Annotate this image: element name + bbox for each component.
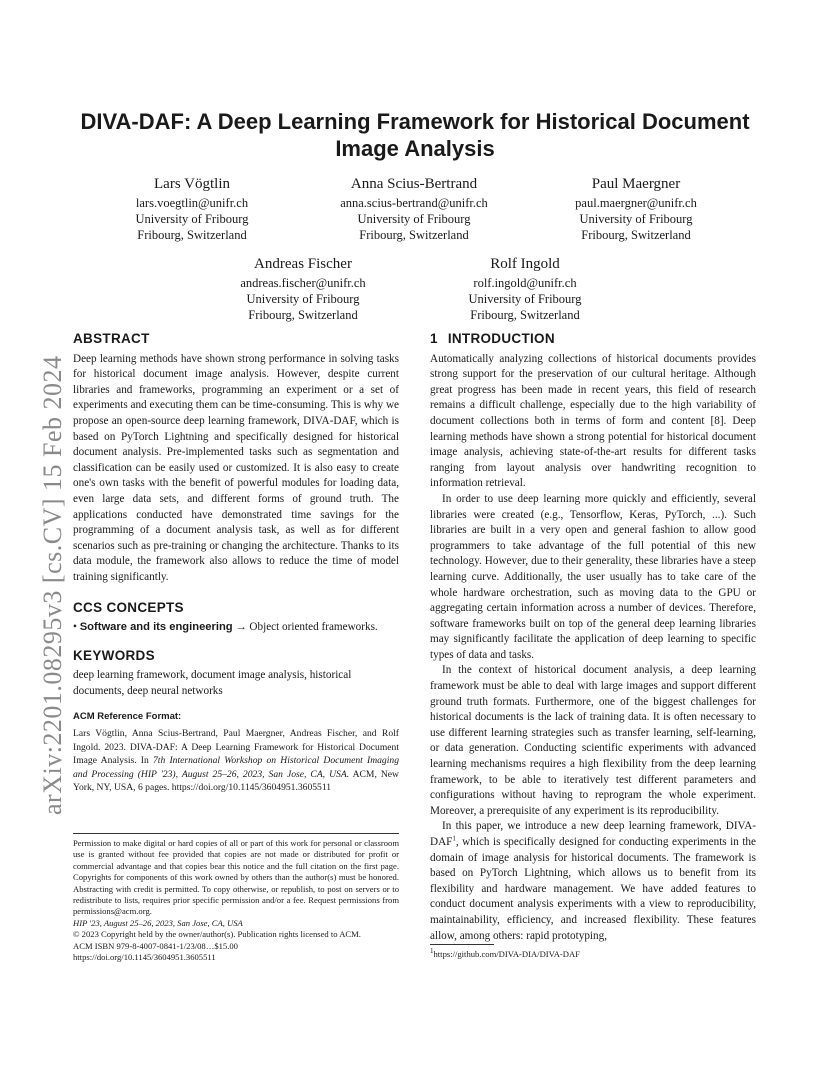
author-affiliation: University of Fribourg [135,212,249,226]
permission-text: Permission to make digital or hard copies of all or part of this work for personal or classroom use is granted without fee provided that copies are not made or distributed for profit or commercial advantage and that copies bear this notice and the full citation on the first page. Copyrights for components of this work owned by others than the author(s) must be honored. Abstracting with credit is permitted. To copy otherwise, or republish, to post on servers or to redistribute to lists, requires prior specific permission and/or a fee. Request permissions from permissions@acm.org. [73,838,399,917]
intro-paragraph: In order to use deep learning more quickly and efficiently, several libraries were created (e.g., Tensorflow, Keras, PyTorch, ...). Such libraries are built in a very open and general fashion to allow good programmers to take advantage of the full potential of this new technology. However, due to their generality, these libraries have a steep learning curve. Additionally, the user usually has to take care of the whole hardware orchestration, such as moving data to the GPU or aggregating certain information across a number of devices. Therefore, software frameworks built on top of the general deep learning libraries may significantly facilitate the application of deep learning to specific types of data and tasks. [430,492,756,661]
author-affiliation: University of Fribourg [357,212,471,226]
permission-copyright: © 2023 Copyright held by the owner/author(s). Publication rights licensed to ACM. [73,929,361,940]
title-line-2: Image Analysis [335,136,495,161]
ccs-bullet: • [73,621,77,634]
intro-paragraph: In the context of historical document analysis, a deep learning framework must be able to deal with large images and support different ground truth formats. Furthermore, one of the biggest challenges for historical documents is the lack of training data. It is often necessary to use different learning strategies such as transfer learning, self-learning, or data generation. Conducting scientific experiments with advanced learning mechanisms requires a high flexibility from the deep learning framework, to be able to iteratively test different parameters and configurations without having to reprogram the whole experiment. Moreover, a prerequisite of any experiment is its reproducibility. [430,664,756,817]
author-block [425,255,625,323]
author-email: paul.maergner@unifr.ch [575,196,697,210]
title-line-1: DIVA-DAF: A Deep Learning Framework for Historical Document [80,109,750,134]
permission-isbn: ACM ISBN 979-8-4007-0841-1/23/08…$15.00 [73,940,238,951]
ccs-concepts [73,620,399,636]
author-affiliation: University of Fribourg [468,292,582,306]
author-location: Fribourg, Switzerland [248,308,358,322]
author-email: rolf.ingold@unifr.ch [473,276,577,290]
author-block [314,175,514,243]
acm-reference-venue: 7th International Workshop on Historical Document Imaging and Processing (HIP '23), August 25–26, 2023, San Jose, CA, USA. [73,755,399,780]
author-affiliation: University of Fribourg [579,212,693,226]
footnote-link[interactable]: https://github.com/DIVA-DIA/DIVA-DAF [433,949,580,959]
paper-title [60,108,770,162]
left-column [73,331,399,795]
author-name: Lars Vögtlin [154,176,230,192]
author-name: Rolf Ingold [490,256,560,272]
keywords-heading: KEYWORDS [73,647,155,663]
ccs-heading: CCS CONCEPTS [73,599,184,615]
intro-paragraph: Automatically analyzing collections of historical documents provides strong support for the preservation of our cultural heritage. Although great progress has been made in recent years, this field of research remains a difficult challenge, especially due to the high variability of document collections both in terms of form and content [8]. Deep learning methods have shown a strong potential for historical document image analysis, achieving state-of-the-art results for different tasks ranging from layout analysis over handwriting recognition to information retrieval. [430,352,756,490]
permission-block [73,838,399,963]
acm-reference-heading: ACM Reference Format: [73,711,182,723]
keywords-text: deep learning framework, document image analysis, historical documents, deep neural networks [73,669,352,697]
permission-doi: https://doi.org/10.1145/3604951.3605511 [73,952,216,963]
acm-reference-publisher: ACM, New York, NY, USA, 6 pages. https://doi.org/10.1145/3604951.3605511 [73,768,399,794]
intro-paragraph [430,819,756,944]
author-name: Andreas Fischer [254,256,352,272]
section-title: INTRODUCTION [447,331,555,346]
author-location: Fribourg, Switzerland [581,228,691,242]
author-name: Anna Scius-Bertrand [350,176,478,192]
author-location: Fribourg, Switzerland [359,228,469,242]
footnote-divider [430,944,494,945]
permission-venue: HIP '23, August 25–26, 2023, San Jose, CA, USA [73,917,243,928]
footnote-number: 1 [430,947,434,956]
section-number: 1 [430,331,438,346]
acm-reference [73,709,399,794]
right-column [430,331,756,944]
arxiv-stamp: arXiv:2201.08295v3 [cs.CV] 15 Feb 2024 [38,355,67,815]
author-block [92,175,292,243]
acm-reference-text: Lars Vögtlin, Anna Scius-Bertrand, Paul Maergner, Andreas Fischer, and Rolf Ingold. 2023. DIVA-DAF: A Deep Learning Framework for Historical Document Image Analysis. In [73,728,399,767]
ccs-concept: Object oriented frameworks. [249,621,378,634]
author-email: andreas.fischer@unifr.ch [240,276,366,290]
abstract-text: Deep learning methods have shown strong performance in solving tasks for historical document image analysis. However, despite current libraries and frameworks, programming an experiment or a set of experiments and executing them can be time-consuming. This is why we propose an open-source deep learning framework, DIVA-DAF, which is based on PyTorch Lightning and specifically designed for historical document analysis. Pre-implemented tasks such as segmentation and classification can be easily used or customized. It is also easy to create one's own tasks with the benefit of powerful modules for loading data, even large data sets, and different forms of ground truth. The applications conducted have demonstrated time savings for the programming of a document analysis task, as well as for different scenarios such as pre-training or changing the architecture. Thanks to its data module, the framework also allows to reduce the time of model training significantly. [73,352,399,583]
author-email: anna.scius-bertrand@unifr.ch [340,196,488,210]
ccs-arrow: → [235,621,247,634]
intro-text: In this paper, we introduce a new deep learning framework, DIVA-DAF [430,820,756,848]
acm-reference-body [73,727,399,795]
author-location: Fribourg, Switzerland [137,228,247,242]
ccs-category: Software and its engineering [79,621,233,634]
intro-heading [430,331,756,347]
author-block [203,255,403,323]
author-email: lars.voegtlin@unifr.ch [135,196,249,210]
author-block [536,175,736,243]
author-affiliation: University of Fribourg [246,292,360,306]
abstract-heading: ABSTRACT [73,331,150,346]
permission-divider [73,833,399,834]
author-name: Paul Maergner [591,176,681,192]
footnote-marker: 1 [452,834,456,843]
intro-text: , which is specifically designed for conducting experiments in the domain of image analysis for historical documents. The framework is based on PyTorch Lightning, which allows us to benefit from its flexibility and hardware management. We have added features to conduct document analysis experiments with a view to reproducibility, maintainability, efficiency, and increased flexibility. These features allow, among others: rapid prototyping, [430,836,756,942]
footnote [430,949,756,960]
author-location: Fribourg, Switzerland [470,308,580,322]
